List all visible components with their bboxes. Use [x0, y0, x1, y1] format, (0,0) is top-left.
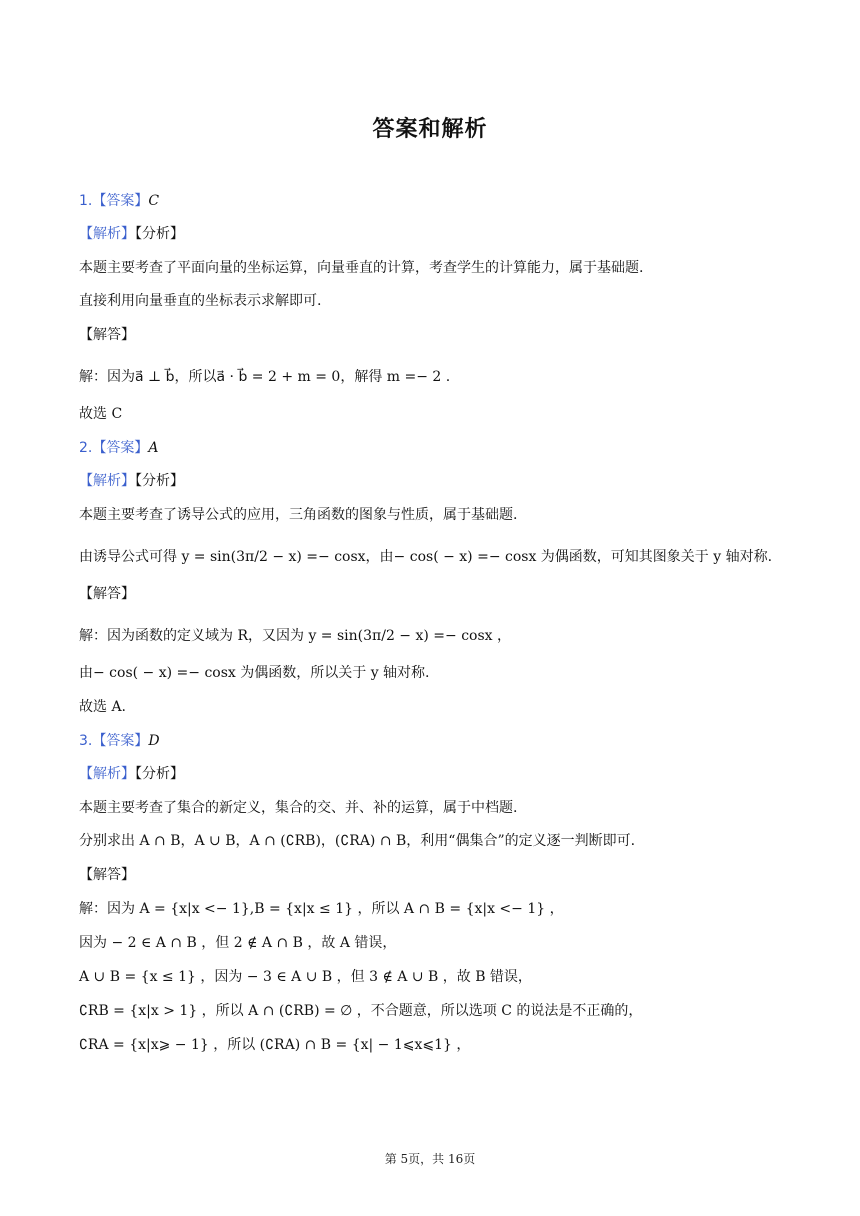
answer-value: A: [148, 440, 159, 456]
page-footer: 第 5页，共 16页: [384, 1152, 476, 1166]
analysis-label: 【解析】: [79, 226, 135, 242]
analysis-header-3: [79, 763, 820, 785]
analysis-label: 【解析】: [79, 766, 135, 782]
text-line: 由− cos( − x) =− cosx 为偶函数，所以关于 y 轴对称.: [79, 665, 430, 681]
text-line: 本题主要考查了集合的新定义，集合的交、并、补的运算，属于中档题.: [79, 800, 518, 816]
answer-line-3: [79, 730, 820, 752]
solution-header: 【解答】: [79, 867, 135, 883]
answer-line-2: [79, 437, 820, 459]
analysis-header-1: [79, 223, 820, 245]
answer-label: 2.【答案】: [79, 440, 149, 456]
answer-value: D: [148, 733, 160, 749]
answer-line-1: [79, 190, 820, 212]
text-line: 解：因为 A = {x|x <− 1},B = {x|x ≤ 1} ，所以 A ∩ B = {x|x <− 1} ，: [79, 901, 564, 917]
text-line: 因为 − 2 ∈ A ∩ B ，但 2 ∉ A ∩ B ，故 A 错误，: [79, 935, 397, 951]
page-title: 答案和解析: [372, 117, 488, 142]
text-line: 本题主要考查了平面向量的坐标运算，向量垂直的计算，考查学生的计算能力，属于基础题.: [79, 260, 644, 276]
analysis-sub-label: 【分析】: [135, 766, 184, 782]
analysis-sub-label: 【分析】: [135, 473, 184, 489]
text-line: 故选 A.: [79, 699, 127, 715]
answer-label: 3.【答案】: [79, 733, 149, 749]
answer-label: 1.【答案】: [79, 193, 149, 209]
answer-value: C: [148, 193, 160, 209]
text-line: 解：因为函数的定义域为 R，又因为 y = sin(3π/2 − x) =− cosx ，: [79, 628, 512, 644]
text-line: 解：因为a⃗ ⊥ b⃗，所以a⃗ · b⃗ = 2 + m = 0，解得 m =− 2 .: [79, 369, 451, 385]
text-line: ∁RA = {x|x⩾ − 1} ，所以 (∁RA) ∩ B = {x| − 1⩽x⩽1} ，: [79, 1037, 471, 1053]
analysis-header-2: [79, 470, 820, 492]
text-line: 分别求出 A ∩ B，A ∪ B，A ∩ (∁RB)，(∁RA) ∩ B，利用“偶集合”的定义逐一判断即可.: [79, 833, 636, 849]
solution-header: 【解答】: [79, 586, 135, 602]
analysis-label: 【解析】: [79, 473, 135, 489]
analysis-sub-label: 【分析】: [135, 226, 184, 242]
text-line: A ∪ B = {x ≤ 1} ，因为 − 3 ∈ A ∪ B ，但 3 ∉ A ∪ B ，故 B 错误，: [79, 969, 532, 985]
text-line: 由诱导公式可得 y = sin(3π/2 − x) =− cosx，由− cos( − x) =− cosx 为偶函数，可知其图象关于 y 轴对称.: [79, 549, 773, 565]
text-line: ∁RB = {x|x > 1} ，所以 A ∩ (∁RB) = ∅ ，不合题意，所以选项 C 的说法是不正确的，: [79, 1003, 643, 1019]
solution-header: 【解答】: [79, 327, 135, 343]
text-line: 本题主要考查了诱导公式的应用，三角函数的图象与性质，属于基础题.: [79, 507, 518, 523]
text-line: 直接利用向量垂直的坐标表示求解即可.: [79, 293, 322, 309]
text-line: 故选 C: [79, 406, 123, 422]
